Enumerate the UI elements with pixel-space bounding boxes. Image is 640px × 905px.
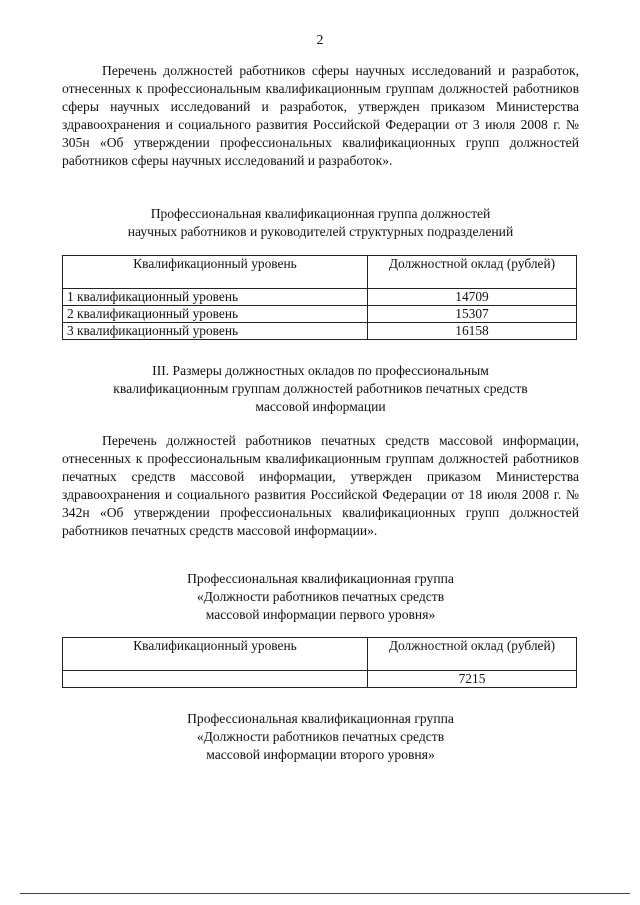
table-row	[63, 306, 577, 323]
section3-intro-paragraph: Перечень должностей работников печатных средств массовой информации, отнесенных к профессиональным квалификационным группам должностей работников печатных средств массовой информации, утвержден приказом Министерства здравоохранения и социального развития Российской Федерации от 18 июля 2008 г. № 342н «Об утверждении профессиональных квалификационных групп должностей работников печатных средств массовой информации».	[62, 433, 579, 538]
column-header-salary: Должностной оклад (рублей)	[368, 256, 577, 289]
column-header-level: Квалификационный уровень	[63, 256, 368, 289]
section-title-line: квалификационным группам должностей работников печатных средств	[113, 381, 528, 396]
group-title-line: Профессиональная квалификационная группа	[187, 711, 454, 726]
group-title-line: Профессиональная квалификационная группа	[187, 571, 454, 586]
footer-divider	[20, 893, 630, 894]
salary-cell: 15307	[368, 306, 577, 323]
table-row	[63, 323, 577, 340]
salary-cell: 7215	[368, 671, 577, 688]
table-row	[63, 671, 577, 688]
column-header-level: Квалификационный уровень	[63, 638, 368, 671]
section-title-line: III. Размеры должностных окладов по профессиональным	[152, 363, 489, 378]
section3-group1-title	[62, 570, 579, 624]
column-header-salary: Должностной оклад (рублей)	[368, 638, 577, 671]
group-title-line: Профессиональная квалификационная группа должностей	[150, 206, 491, 221]
table-header-row	[63, 638, 577, 671]
section3-group2-title	[62, 710, 579, 764]
level-cell	[63, 671, 368, 688]
section-title-line: массовой информации	[255, 399, 386, 414]
level-cell: 2 квалификационный уровень	[63, 306, 368, 323]
group-title-line: научных работников и руководителей структурных подразделений	[127, 224, 514, 239]
page-number: 2	[316, 33, 324, 48]
section3-title	[62, 362, 579, 416]
salary-cell: 14709	[368, 289, 577, 306]
salary-table-press-first-level	[62, 637, 577, 688]
salary-table-research	[62, 255, 577, 340]
group-title-line: «Должности работников печатных средств	[196, 589, 445, 604]
group-title-line: массовой информации первого уровня»	[205, 607, 436, 622]
group-title-line: массовой информации второго уровня»	[206, 747, 435, 762]
table-row	[63, 289, 577, 306]
salary-cell: 16158	[368, 323, 577, 340]
level-cell: 3 квалификационный уровень	[63, 323, 368, 340]
group-title-line: «Должности работников печатных средств	[196, 729, 445, 744]
table-header-row	[63, 256, 577, 289]
level-cell: 1 квалификационный уровень	[63, 289, 368, 306]
section1-group-title	[62, 205, 579, 241]
section1-intro-paragraph: Перечень должностей работников сферы научных исследований и разработок, отнесенных к профессиональным квалификационным группам должностей работников сферы научных исследований и разработок, утвержден приказом Министерства здравоохранения и социального развития Российской Федерации от 3 июля 2008 г. № 305н «Об утверждении профессиональных квалификационных групп должностей работников сферы научных исследований и разработок».	[62, 63, 579, 168]
